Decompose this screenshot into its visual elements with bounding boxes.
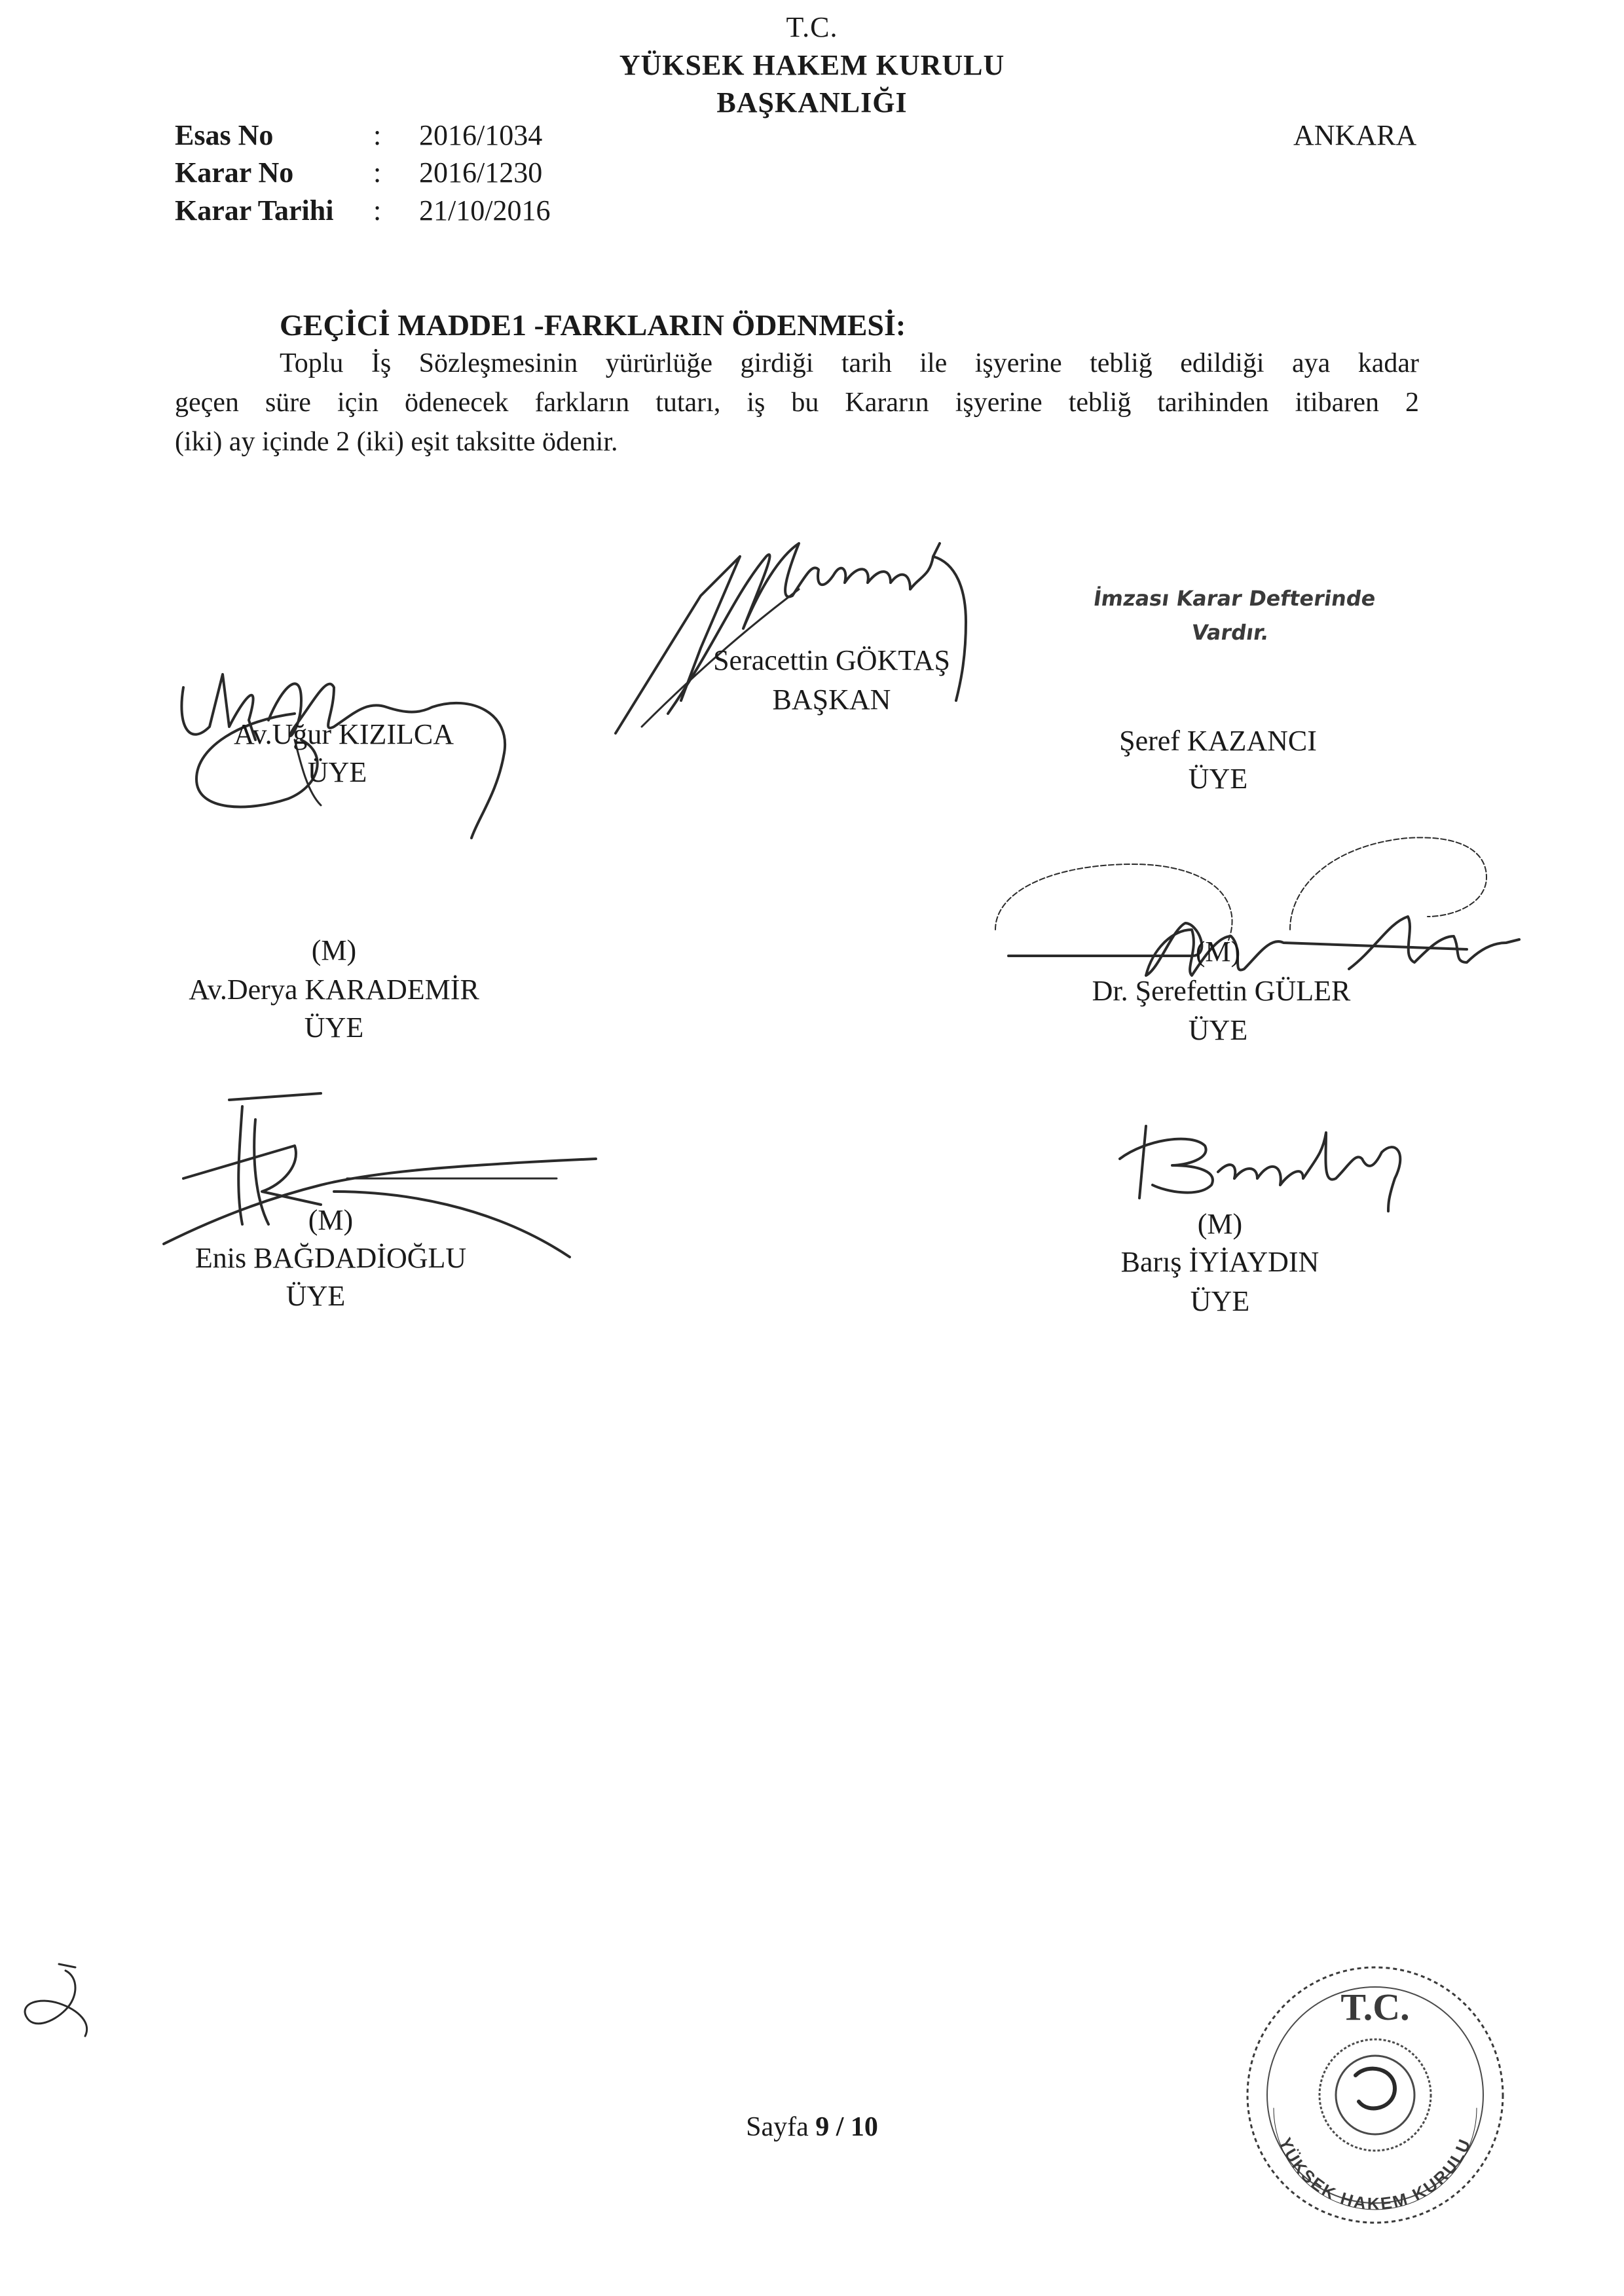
signature-note-line1: İmzası Karar Defterinde	[1092, 586, 1378, 611]
esas-value: 2016/1034	[419, 119, 543, 151]
iyiaydin-role: ÜYE	[1190, 1285, 1250, 1317]
official-seal	[1238, 1958, 1513, 2232]
kazanci-role: ÜYE	[1188, 763, 1248, 795]
guler-mark: (M)	[1195, 936, 1241, 968]
signature-iyiaydin	[1107, 1113, 1421, 1218]
karademir-name: Av.Derya KARADEMİR	[189, 974, 479, 1006]
karademir-role: ÜYE	[304, 1011, 364, 1044]
bagdadioglu-name: Enis BAĞDADİOĞLU	[194, 1242, 467, 1274]
esas-separator: :	[373, 119, 382, 151]
header-presidency: BAŞKANLIĞI	[716, 86, 908, 118]
bagdadioglu-mark: (M)	[308, 1204, 354, 1236]
kizilca-name: Av.Uğur KIZILCA	[233, 718, 454, 750]
margin-number-mark	[13, 1958, 105, 2043]
tarih-label: Karar Tarihi	[175, 194, 334, 227]
karar-separator: :	[373, 156, 382, 189]
section-title: GEÇİCİ MADDE1 -FARKLARIN ÖDENMESİ:	[280, 308, 906, 342]
karademir-mark: (M)	[311, 934, 357, 966]
tarih-row	[0, 196, 1624, 229]
seal-top-text: T.C.	[1340, 1986, 1410, 2028]
page-number: 9 / 10	[815, 2112, 878, 2142]
paragraph-line-2: geçen süre için ödenecek farkların tutarı, iş bu Kararın işyerine tebliğ tarihinden itibaren 2	[175, 388, 1419, 418]
paragraph-line-1: Toplu İş Sözleşmesinin yürürlüğe girdiği tarih ile işyerine tebliğ edildiği aya kadar	[280, 348, 1419, 378]
footer-prefix: Sayfa	[746, 2112, 809, 2142]
signature-bagdadioglu	[151, 1074, 609, 1270]
president-role: BAŞKAN	[772, 683, 891, 716]
iyiaydin-mark: (M)	[1197, 1208, 1243, 1240]
karar-value: 2016/1230	[419, 156, 543, 189]
header-institution: YÜKSEK HAKEM KURULU	[619, 49, 1005, 81]
esas-row	[0, 121, 1624, 154]
bagdadioglu-role: ÜYE	[286, 1280, 346, 1312]
karar-label: Karar No	[175, 156, 294, 189]
signature-note-line2: Vardır.	[1190, 620, 1271, 645]
city: ANKARA	[1293, 119, 1417, 151]
esas-label: Esas No	[175, 119, 274, 151]
guler-name: Dr. Şerefettin GÜLER	[1092, 975, 1351, 1007]
president-name: Seracettin GÖKTAŞ	[713, 644, 950, 676]
karar-row	[0, 158, 1624, 191]
guler-role: ÜYE	[1188, 1014, 1248, 1046]
seal-bottom-text: YÜKSEK HAKEM KURULU	[1275, 2134, 1475, 2214]
iyiaydin-name: Barış İYİAYDIN	[1120, 1246, 1320, 1278]
tarih-value: 21/10/2016	[419, 194, 551, 227]
kazanci-name: Şeref KAZANCI	[1119, 725, 1317, 757]
paragraph-line-3: (iki) ay içinde 2 (iki) eşit taksitte ödenir.	[175, 427, 618, 457]
kizilca-role: ÜYE	[307, 756, 367, 788]
header-tc: T.C.	[786, 11, 838, 43]
tarih-separator: :	[373, 194, 382, 227]
